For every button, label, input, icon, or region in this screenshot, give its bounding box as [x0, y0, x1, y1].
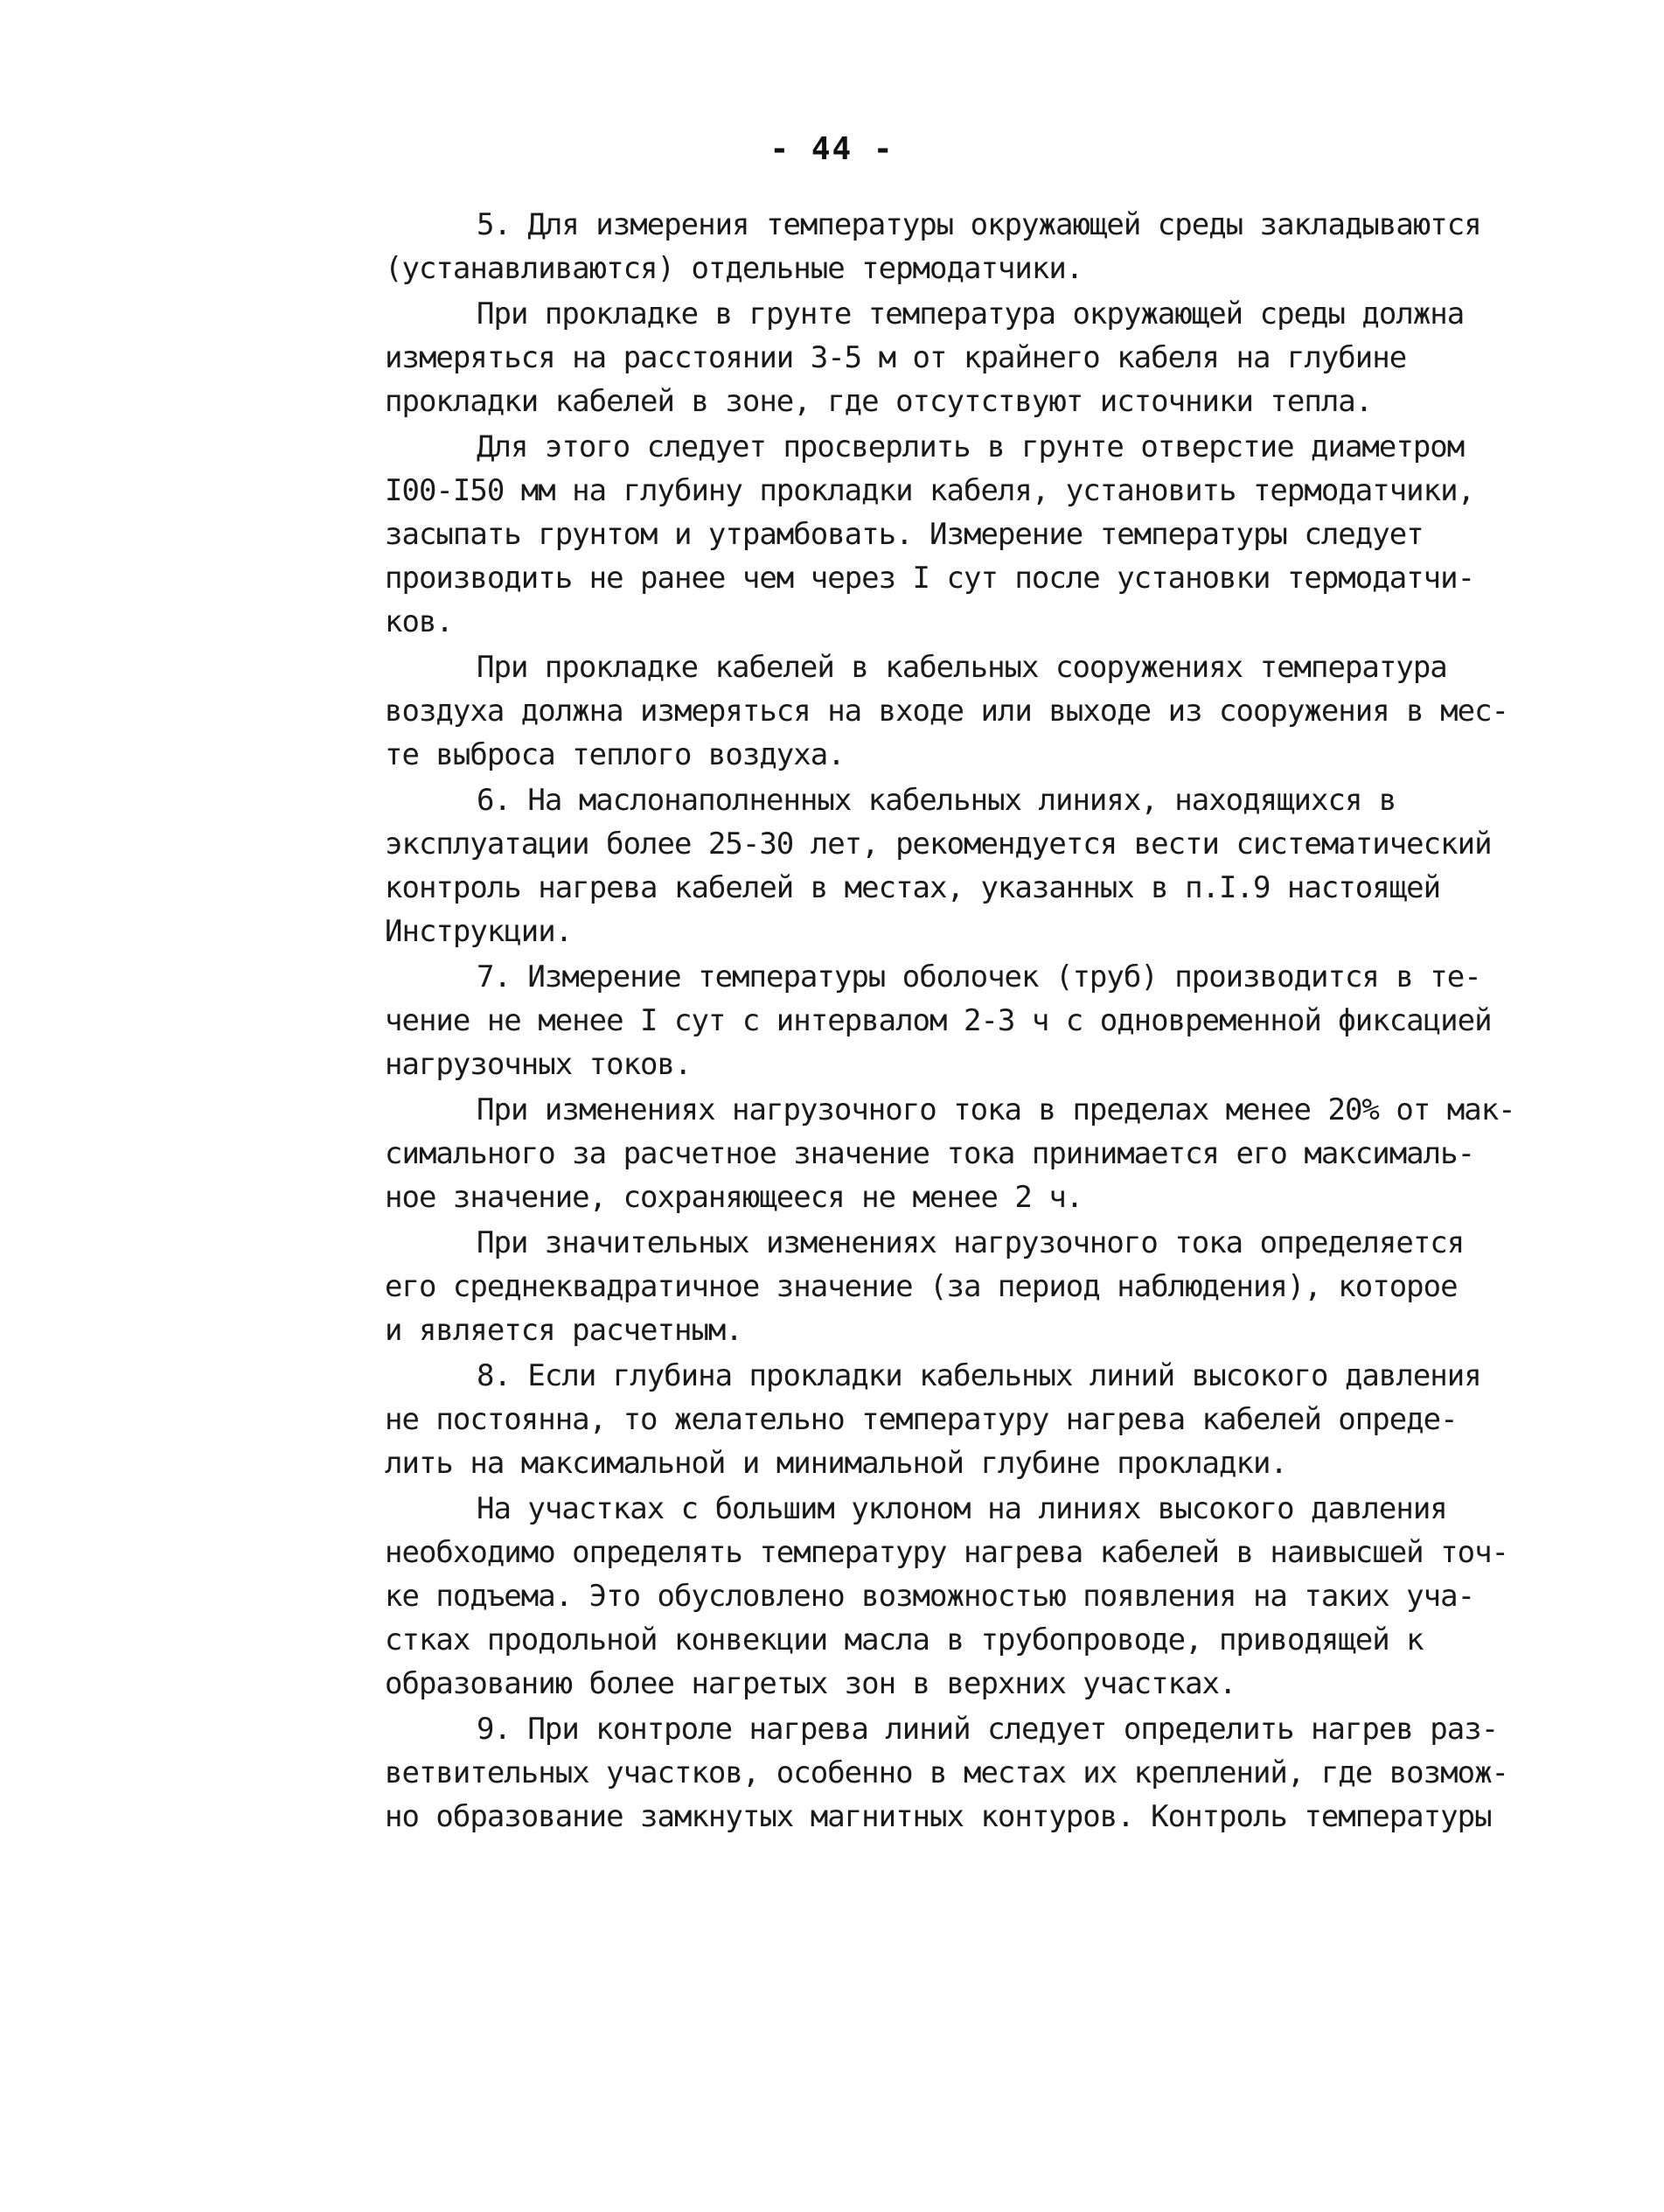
text-line: не постоянна, то желательно температуру нагрева кабелей опреде- [385, 1402, 1458, 1437]
text-line: засыпать грунтом и утрамбовать. Измерение температуры следует [385, 517, 1424, 552]
text-line: (устанавливаются) отдельные термодатчики. [385, 251, 1083, 286]
paragraph-steep-slope [385, 1487, 1565, 1706]
text-line: ветвительных участков, особенно в местах их креплений, где возмож- [385, 1755, 1509, 1790]
text-line: нагрузочных токов. [385, 1047, 692, 1082]
text-line: эксплуатации более 25-30 лет, рекомендуется вести систематический [385, 827, 1492, 862]
text-line: те выброса теплого воздуха. [385, 737, 845, 772]
paragraph-item-8-laying-depth [385, 1354, 1565, 1485]
paragraph-load-current-small-change [385, 1088, 1565, 1219]
text-line: ке подъема. Это обусловлено возможностью появления на таких уча- [385, 1579, 1475, 1614]
text-line: его среднеквадратичное значение (за период наблюдения), которое [385, 1269, 1458, 1304]
text-line: симального за расчетное значение тока принимается его максималь- [385, 1136, 1475, 1171]
text-line: измеряться на расстоянии 3-5 м от крайнего кабеля на глубине [385, 340, 1407, 375]
text-line: 8. Если глубина прокладки кабельных линий высокого давления [477, 1358, 1481, 1393]
text-line: ное значение, сохраняющееся не менее 2 ч. [385, 1180, 1083, 1215]
text-line: воздуха должна измеряться на входе или выходе из сооружения в мес- [385, 694, 1509, 729]
text-line: Инструкции. [385, 914, 573, 949]
text-line: производить не ранее чем через I сут после установки термодатчи- [385, 561, 1475, 596]
text-line: 7. Измерение температуры оболочек (труб) производится в те- [477, 959, 1481, 994]
text-line: На участках с большим уклоном на линиях высокого давления [477, 1491, 1447, 1526]
text-line: лить на максимальной и минимальной глубине прокладки. [385, 1446, 1287, 1481]
paragraph-item-7-sheath-temperature [385, 955, 1565, 1086]
text-line: прокладки кабелей в зоне, где отсутствуют источники тепла. [385, 384, 1373, 419]
text-line: стках продольной конвекции масла в трубопроводе, приводящей к [385, 1622, 1424, 1657]
paragraph-item-9-branch-sections [385, 1707, 1565, 1839]
text-line: и является расчетным. [385, 1313, 742, 1348]
text-line: При прокладке кабелей в кабельных сооружениях температура [477, 650, 1447, 685]
text-line: необходимо определять температуру нагрева кабелей в наивысшей точ- [385, 1535, 1509, 1570]
text-line: образованию более нагретых зон в верхних участках. [385, 1666, 1236, 1701]
paragraph-cable-structures [385, 645, 1565, 777]
text-line: При прокладке в грунте температура окружающей среды должна [477, 297, 1465, 331]
text-line: контроль нагрева кабелей в местах, указанных в п.I.9 настоящей [385, 870, 1441, 905]
text-line: I00-I50 мм на глубину прокладки кабеля, установить термодатчики, [385, 473, 1475, 508]
text-line: но образование замкнутых магнитных контуров. Контроль температуры [385, 1799, 1492, 1834]
text-line: Для этого следует просверлить в грунте отверстие диаметром [477, 429, 1465, 464]
document-body [385, 203, 1565, 1840]
paragraph-item-5-sensors [385, 203, 1565, 290]
paragraph-drilling [385, 425, 1565, 644]
text-line: При значительных изменениях нагрузочного тока определяется [477, 1225, 1465, 1260]
paragraph-item-6-oil-filled [385, 778, 1565, 953]
text-line: 9. При контроле нагрева линий следует определить нагрев раз- [477, 1712, 1499, 1747]
text-line: При изменениях нагрузочного тока в пределах менее 20% от мак- [477, 1092, 1515, 1127]
page-number: - 44 - [769, 131, 895, 167]
paragraph-load-current-large-change [385, 1221, 1565, 1352]
text-line: чение не менее I сут с интервалом 2-3 ч с одновременной фиксацией [385, 1003, 1492, 1038]
paragraph-ground-laying [385, 292, 1565, 423]
text-line: 5. Для измерения температуры окружающей среды закладываются [477, 207, 1481, 242]
text-line: ков. [385, 604, 453, 639]
text-line: 6. На маслонаполненных кабельных линиях, находящихся в [477, 783, 1396, 818]
